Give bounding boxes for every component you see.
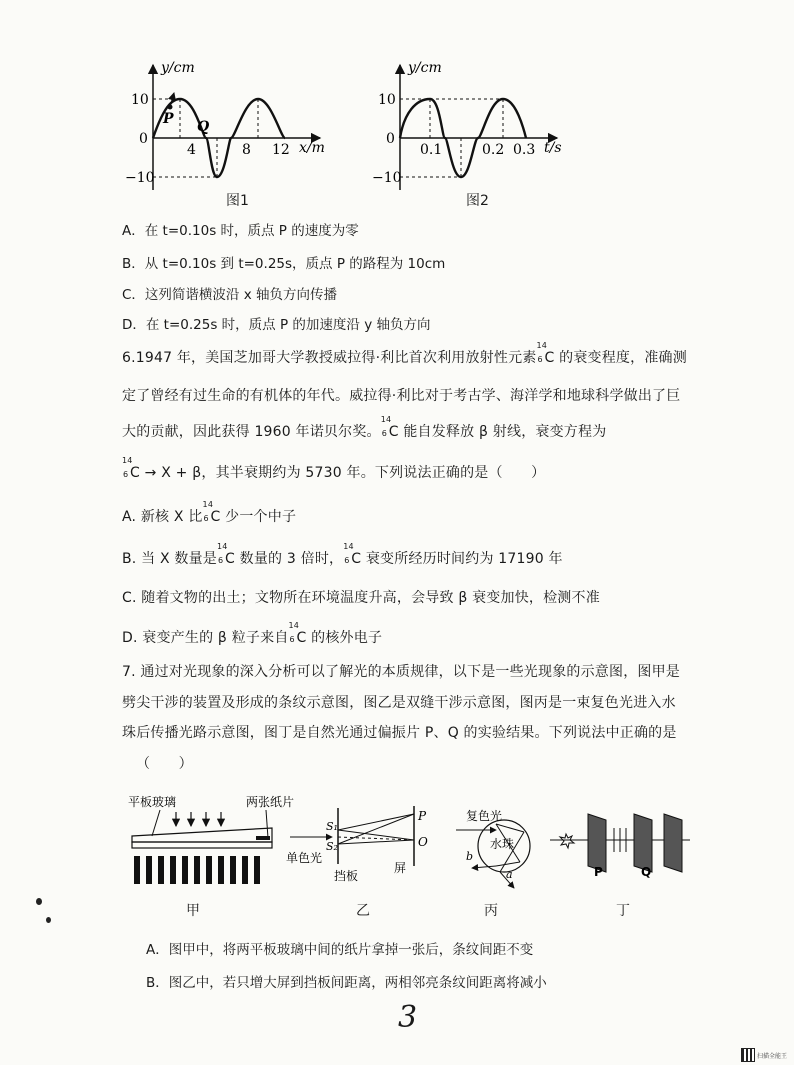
figure-yi-caption: 乙 — [356, 903, 370, 919]
figure-ding-caption: 丁 — [616, 903, 630, 919]
svg-text:复色光: 复色光 — [466, 809, 503, 823]
svg-text:两张纸片: 两张纸片 — [246, 795, 295, 809]
fig1-y-bottom: −10 — [125, 170, 155, 186]
figure-jia-caption: 甲 — [186, 903, 200, 919]
svg-text:屏: 屏 — [394, 861, 407, 875]
water-drop-dispersion-figure — [454, 798, 554, 893]
q7-option-a: A．图甲中，将两平板玻璃中间的纸片拿掉一张后，条纹间距不变 — [146, 942, 534, 958]
fig2-y-zero: 0 — [386, 131, 395, 147]
q6-option-d: D. 衰变产生的 β 粒子来自 14 6 C 的核外电子 — [122, 621, 383, 646]
q6-option-a: A. 新核 X 比 14 6 C 少一个中子 — [122, 500, 297, 525]
fig2-y-bottom: −10 — [372, 170, 402, 186]
svg-text:挡板: 挡板 — [334, 869, 359, 883]
q5-option-d: D．在 t=0.25s 时，质点 P 的加速度沿 y 轴负方向 — [122, 317, 431, 333]
figure-1-caption: 图1 — [226, 193, 249, 209]
carbon-14-notation: 14 6 — [122, 456, 133, 479]
fig1-tick-4: 4 — [187, 142, 196, 158]
fig1-y-zero: 0 — [139, 131, 148, 147]
wedge-interference-figure — [128, 792, 308, 892]
carbon-14-notation: 14 6 — [536, 341, 548, 364]
fig1-tick-8: 8 — [242, 142, 251, 158]
scan-speck — [46, 917, 51, 923]
fig1-y-top: 10 — [131, 92, 149, 108]
svg-text:S₁: S₁ — [326, 820, 338, 833]
q6-line-2: 定了曾经有过生命的有机体的年代。威拉得·利比对于考古学、海洋学和地球科学做出了巨 — [122, 388, 681, 404]
svg-text:b: b — [466, 850, 474, 863]
fig1-point-p-label: P — [163, 111, 174, 127]
figure-2-caption: 图2 — [466, 193, 489, 209]
q7-line-1: 7. 通过对光现象的深入分析可以了解光的本质规律，以下是一些光现象的示意图，图甲是 — [122, 664, 681, 680]
fig1-ylabel: y/cm — [161, 60, 195, 76]
q7-option-b: B．图乙中，若只增大屏到挡板间距离，两相邻亮条纹间距离将减小 — [146, 975, 547, 991]
fig2-y-top: 10 — [378, 92, 396, 108]
fig1-xlabel: x/m — [299, 140, 325, 156]
qr-code-icon — [742, 1049, 754, 1061]
polarizer-figure — [546, 810, 696, 880]
svg-text:O: O — [418, 835, 428, 849]
q6-option-b: B. 当 X 数量是 14 6 C 数量的 3 倍时， 14 6 C 衰变所经历时间约为 17190 年 — [122, 542, 563, 567]
carbon-14-notation: 14 6 — [380, 415, 392, 438]
q6-line-1: 6.1947 年，美国芝加哥大学教授威拉得·利比首次利用放射性元素 14 6 C 的衰变程度，准确测 — [122, 341, 687, 366]
svg-text:a: a — [506, 868, 513, 881]
q6-option-c: C. 随着文物的出土；文物所在环境温度升高，会导致 β 衰变加快，检测不准 — [122, 590, 600, 606]
svg-text:Q: Q — [641, 865, 652, 879]
fig2-tick-0.1: 0.1 — [420, 142, 443, 158]
svg-text:P: P — [418, 809, 427, 823]
svg-text:单色光: 单色光 — [286, 851, 323, 865]
figure-bing-caption: 丙 — [484, 903, 498, 919]
svg-text:S₂: S₂ — [326, 840, 338, 853]
page-number: 3 — [398, 1000, 418, 1035]
svg-text:P: P — [594, 865, 603, 879]
fig2-tick-0.2: 0.2 — [482, 142, 505, 158]
q6-decay-equation: 14 6 C → X + β，其半衰期约为 5730 年。下列说法正确的是（ ） — [122, 456, 546, 481]
fig2-tick-0.3: 0.3 — [513, 142, 536, 158]
double-slit-figure — [286, 802, 436, 887]
svg-text:水珠: 水珠 — [490, 837, 515, 851]
q5-option-a: A．在 t=0.10s 时，质点 P 的速度为零 — [122, 223, 359, 239]
q5-option-b: B．从 t=0.10s 到 t=0.25s，质点 P 的路程为 10cm — [122, 256, 446, 272]
scanner-watermark: 扫描全能王 — [742, 1049, 787, 1061]
q5-option-c: C．这列简谐横波沿 x 轴负方向传播 — [122, 287, 337, 303]
q6-line-3: 大的贡献，因此获得 1960 年诺贝尔奖。 14 6 C 能自发释放 β 射线，衰变方程为 — [122, 415, 607, 440]
fig1-tick-12: 12 — [272, 142, 290, 158]
q7-line-2: 劈尖干涉的装置及形成的条纹示意图，图乙是双缝干涉示意图，图丙是一束复色光进入水 — [122, 695, 676, 711]
q7-line-3: 珠后传播光路示意图，图丁是自然光通过偏振片 P、Q 的实验结果。下列说法中正确的是 — [122, 725, 677, 741]
fig2-ylabel: y/cm — [408, 60, 442, 76]
fig2-xlabel: t/s — [544, 140, 562, 156]
fig1-point-q-label: Q — [197, 119, 210, 135]
svg-text:平板玻璃: 平板玻璃 — [128, 795, 177, 809]
scan-speck — [36, 898, 42, 905]
q7-answer-bracket: （ ） — [136, 756, 193, 772]
